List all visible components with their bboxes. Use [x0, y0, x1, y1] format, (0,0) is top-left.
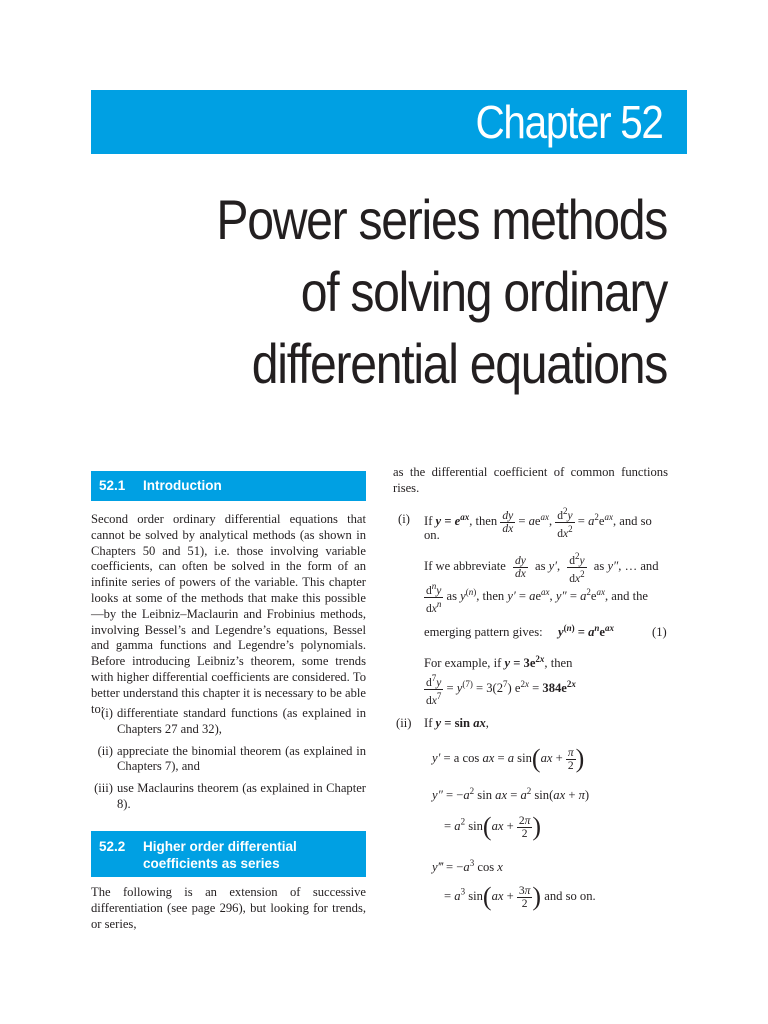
derivative-2: $y'' = -a^2$ sin ax = $a^2$ sin(ax + π)	[432, 786, 590, 803]
list-item	[91, 781, 366, 813]
list-marker: (i)	[101, 706, 113, 720]
chapter-title	[216, 184, 667, 400]
derivative-2b: = $a^2$ sin(ax + $\frac{2\pi}{2}$ )	[444, 812, 542, 841]
example-result: $\frac{d^7y}{dx^7}$ = $y^{(7)} = 3(2^7) e^{2x} = 384e^{2x}$	[426, 673, 576, 707]
section2-paragraph: The following is an extension of successive differentiation (see page 296), but looking for trends, or series,	[91, 885, 366, 931]
equation-1: $y^{(n)} = a^ne^{ax}$	[558, 623, 614, 640]
equation-label: (1)	[652, 625, 667, 639]
list-marker: (ii)	[97, 743, 113, 758]
title-line-2: of solving ordinary	[300, 260, 667, 323]
chapter-banner	[91, 90, 687, 154]
section-number: 52.2	[99, 839, 126, 854]
section-title-line-1: Higher order differential	[143, 839, 297, 854]
list-marker: (iii)	[94, 781, 113, 796]
list-text: differentiate standard functions (as explained in Chapters 27 and 32),	[117, 706, 366, 736]
section-heading-higher-order	[91, 831, 366, 877]
list-text: appreciate the binomial theorem (as explained in Chapters 7), and	[117, 743, 366, 774]
item-i-on: on.	[424, 528, 440, 542]
intro-paragraph: Second order ordinary differential equations that cannot be solved by analytical methods (as shown in Chapters 50 and 51), i.e. those involving variable coefficients, can often be solved in the form of an infinite series of powers of the variable. This chapter looks at some of the methods that make this possible—by the Leibniz–Maclaurin and Frobinius methods, involving Bessel’s and Legendre’s equations, Bessel and gamma functions and Legendre’s polynomials. Before introducing Leibniz’s theorem, some trends with higher differential coefficients are considered. To better understand this chapter it is necessary to be able to:	[91, 512, 366, 716]
emerging-pattern-text: emerging pattern gives:	[424, 625, 543, 639]
fraction-d2y-dx2: $\frac{d^2y}{dx^2}$	[557, 506, 573, 540]
prerequisite-list	[91, 706, 366, 813]
list-text: use Maclaurins theorem (as explained in Chapter 8).	[117, 781, 366, 811]
fraction-dy-dx: $\frac{dy}{dx}$	[502, 509, 514, 535]
item-ii-line: If y = sin ax,	[424, 716, 489, 730]
section-title: Introduction	[143, 478, 222, 493]
section-number: 52.1	[99, 478, 126, 493]
section-heading-introduction	[91, 471, 366, 501]
derivative-3b: = $a^3$ sin(ax + $\frac{3\pi}{2}$ ) and so on.	[444, 882, 596, 911]
section-title-line-2: coefficients as series	[143, 856, 280, 871]
list-item	[91, 706, 366, 738]
derivative-1: y′ = a cos ax = a sin(ax + $\frac{\pi}{2}$ )	[432, 744, 585, 773]
abbreviation-line-2: $\frac{d^ny}{dx^n}$ as $y^{(n)}$, then $y' = ae^{ax}$, $y'' = a^2e^{ax}$, and the	[426, 581, 648, 615]
and-so-on-text: and so on.	[544, 888, 596, 903]
item-i-marker: (i)	[398, 512, 410, 526]
chapter-label: Chapter 52	[475, 96, 663, 148]
title-line-3: differential equations	[251, 332, 667, 395]
list-item	[91, 744, 366, 776]
title-line-1: Power series methods	[216, 188, 667, 251]
col2-intro: as the differential coefficient of common functions rises.	[393, 465, 668, 495]
item-i-line: If $y = e^{ax}$, then $\frac{dy}{dx}$ = $ae^{ax}$, $\frac{d^2y}{dx^2}$ = $a^2e^{ax}$, and so	[424, 506, 652, 540]
derivative-3: y‴ = $-a^3$ cos x	[432, 858, 503, 875]
abbreviation-line: If we abbreviate $\frac{dy}{dx}$ as y′, $\frac{d^2y}{dx^2}$ as y″, … and	[424, 551, 659, 585]
function-y-eax: $y = e^{ax}$	[435, 512, 470, 529]
example-line: For example, if $y = 3e^{2x}$, then	[424, 654, 573, 671]
item-ii-marker: (ii)	[396, 716, 412, 730]
